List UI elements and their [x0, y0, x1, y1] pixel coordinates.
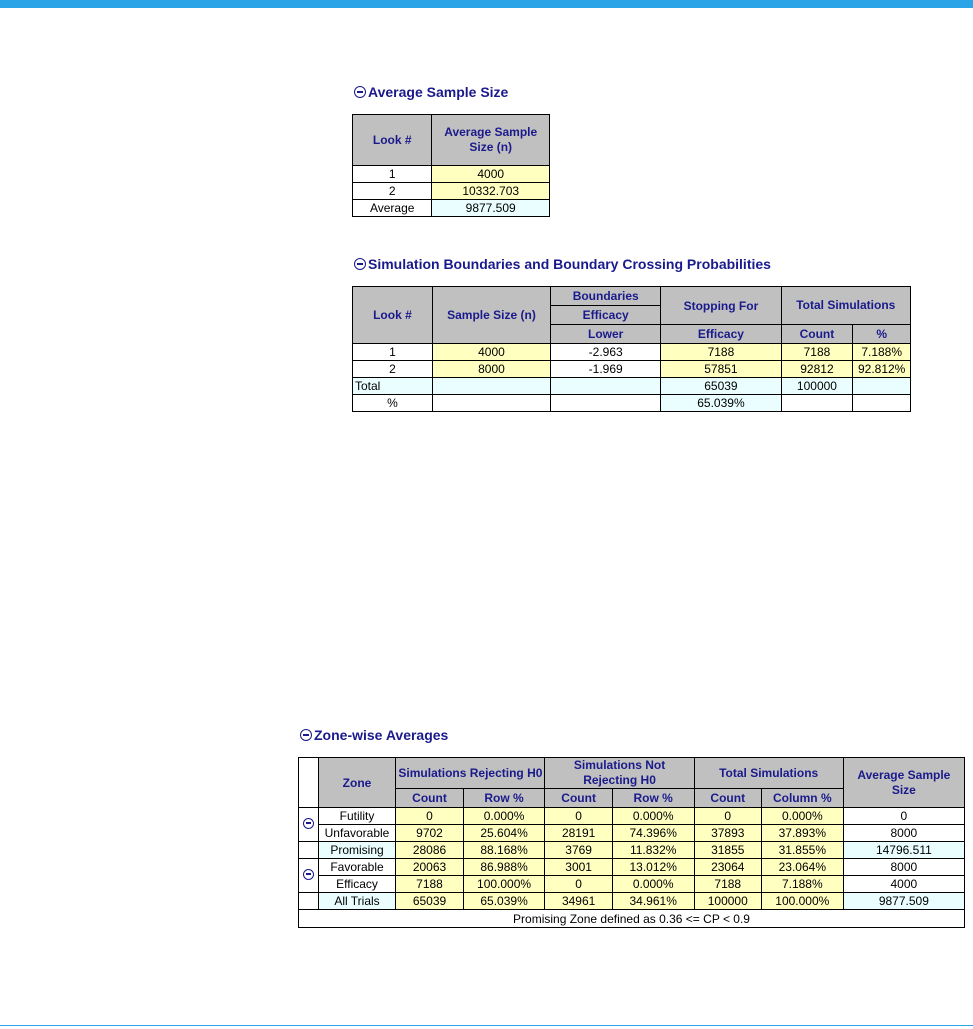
zone-cell: Promising — [318, 842, 396, 859]
count-cell: 9702 — [396, 825, 463, 842]
simulation-boundaries-table — [352, 286, 911, 412]
table-row — [299, 842, 965, 859]
empty-cell — [432, 395, 550, 412]
icon-column-cell — [299, 893, 319, 910]
col-row-pct: Row % — [612, 789, 694, 808]
simulation-boundaries-header[interactable] — [354, 256, 771, 272]
table-row — [353, 200, 550, 217]
count-cell: 0 — [396, 808, 463, 825]
average-label: Average — [353, 200, 432, 217]
col-count: Count — [545, 789, 612, 808]
empty-cell — [551, 395, 661, 412]
zone-cell: All Trials — [318, 893, 396, 910]
table-row — [353, 183, 550, 200]
pct-label: % — [353, 395, 433, 412]
table-row — [299, 876, 965, 893]
table-row — [353, 395, 911, 412]
total-count: 100000 — [781, 378, 853, 395]
collapse-icon[interactable] — [354, 258, 366, 270]
avg-cell: 14796.511 — [843, 842, 964, 859]
col-average-sample-size: Average Sample Size (n) — [432, 115, 550, 166]
pct-cell: 31.855% — [761, 842, 843, 859]
pct-cell: 25.604% — [463, 825, 545, 842]
count-cell: 3769 — [545, 842, 612, 859]
zone-cell: Unfavorable — [318, 825, 396, 842]
table-row — [353, 378, 911, 395]
look-cell: 2 — [353, 183, 432, 200]
lower-cell: -1.969 — [551, 361, 661, 378]
empty-cell — [853, 395, 911, 412]
col-sample-size: Sample Size (n) — [432, 287, 550, 344]
pct-efficacy: 65.039% — [661, 395, 781, 412]
empty-cell — [781, 395, 853, 412]
col-stop-efficacy: Efficacy — [661, 325, 781, 344]
count-cell: 65039 — [396, 893, 463, 910]
col-column-pct: Column % — [761, 789, 843, 808]
zone-cell: Efficacy — [318, 876, 396, 893]
count-cell: 7188 — [781, 344, 853, 361]
avg-cell: 8000 — [843, 859, 964, 876]
col-average-sample-size: Average Sample Size — [843, 758, 964, 808]
section-title: Simulation Boundaries and Boundary Crossing Probabilities — [368, 256, 771, 272]
pct-cell: 88.168% — [463, 842, 545, 859]
col-efficacy: Efficacy — [551, 306, 661, 325]
sample-cell: 8000 — [432, 361, 550, 378]
value-cell: 10332.703 — [432, 183, 550, 200]
empty-cell — [432, 378, 550, 395]
table-row — [299, 825, 965, 842]
table-row — [353, 344, 911, 361]
pct-cell: 100.000% — [463, 876, 545, 893]
count-cell: 23064 — [694, 859, 761, 876]
count-cell: 28086 — [396, 842, 463, 859]
zone-cell: Favorable — [318, 859, 396, 876]
pct-cell: 0.000% — [612, 808, 694, 825]
pct-cell: 7.188% — [761, 876, 843, 893]
table-row — [353, 361, 911, 378]
col-total-simulations: Total Simulations — [781, 287, 910, 325]
count-cell: 31855 — [694, 842, 761, 859]
col-count: Count — [694, 789, 761, 808]
table-row — [299, 893, 965, 910]
top-accent-bar — [0, 0, 973, 8]
pct-cell: 7.188% — [853, 344, 911, 361]
pct-cell: 13.012% — [612, 859, 694, 876]
bottom-accent-line — [0, 1025, 973, 1026]
section-title: Average Sample Size — [368, 84, 509, 100]
empty-cell — [853, 378, 911, 395]
col-lower: Lower — [551, 325, 661, 344]
col-boundaries: Boundaries — [551, 287, 661, 306]
avg-cell: 9877.509 — [843, 893, 964, 910]
pct-cell: 34.961% — [612, 893, 694, 910]
count-cell: 0 — [694, 808, 761, 825]
col-look: Look # — [353, 115, 432, 166]
sample-cell: 4000 — [432, 344, 550, 361]
avg-cell: 4000 — [843, 876, 964, 893]
pct-cell: 100.000% — [761, 893, 843, 910]
count-cell: 92812 — [781, 361, 853, 378]
collapse-icon[interactable] — [354, 86, 366, 98]
count-cell: 7188 — [396, 876, 463, 893]
collapse-icon[interactable] — [300, 729, 312, 741]
efficacy-cell: 57851 — [661, 361, 781, 378]
average-sample-size-header[interactable] — [354, 84, 508, 100]
pct-cell: 0.000% — [612, 876, 694, 893]
pct-cell: 11.832% — [612, 842, 694, 859]
col-zone: Zone — [318, 758, 396, 808]
col-not-rejecting: Simulations Not Rejecting H0 — [545, 758, 694, 789]
look-cell: 2 — [353, 361, 433, 378]
icon-column-cell — [299, 842, 319, 859]
col-pct: % — [853, 325, 911, 344]
table-row — [353, 166, 550, 183]
col-total: Total Simulations — [694, 758, 843, 789]
row-group-toggle[interactable] — [299, 808, 319, 842]
pct-cell: 74.396% — [612, 825, 694, 842]
efficacy-cell: 7188 — [661, 344, 781, 361]
total-label: Total — [353, 378, 433, 395]
average-value: 9877.509 — [432, 200, 550, 217]
look-cell: 1 — [353, 344, 433, 361]
average-sample-size-table — [352, 114, 550, 217]
zone-wise-averages-header[interactable] — [300, 727, 448, 743]
count-cell: 28191 — [545, 825, 612, 842]
pct-cell: 86.988% — [463, 859, 545, 876]
col-look: Look # — [353, 287, 433, 344]
avg-cell: 0 — [843, 808, 964, 825]
total-efficacy: 65039 — [661, 378, 781, 395]
promising-zone-definition: Promising Zone defined as 0.36 <= CP < 0.9 — [299, 910, 965, 928]
col-count: Count — [781, 325, 853, 344]
pct-cell: 0.000% — [463, 808, 545, 825]
count-cell: 0 — [545, 876, 612, 893]
pct-cell: 0.000% — [761, 808, 843, 825]
count-cell: 100000 — [694, 893, 761, 910]
col-row-pct: Row % — [463, 789, 545, 808]
count-cell: 34961 — [545, 893, 612, 910]
count-cell: 7188 — [694, 876, 761, 893]
value-cell: 4000 — [432, 166, 550, 183]
icon-column-cell — [299, 758, 319, 808]
table-footer-row — [299, 910, 965, 928]
col-stopping-for: Stopping For — [661, 287, 781, 325]
zone-cell: Futility — [318, 808, 396, 825]
row-group-toggle[interactable] — [299, 859, 319, 893]
collapse-icon[interactable] — [303, 818, 314, 829]
zone-wise-averages-table — [298, 757, 965, 928]
section-title: Zone-wise Averages — [314, 727, 449, 743]
avg-cell: 8000 — [843, 825, 964, 842]
table-row — [299, 808, 965, 825]
table-row — [299, 859, 965, 876]
pct-cell: 37.893% — [761, 825, 843, 842]
pct-cell: 65.039% — [463, 893, 545, 910]
count-cell: 0 — [545, 808, 612, 825]
col-count: Count — [396, 789, 463, 808]
col-rejecting: Simulations Rejecting H0 — [396, 758, 545, 789]
lower-cell: -2.963 — [551, 344, 661, 361]
pct-cell: 92.812% — [853, 361, 911, 378]
pct-cell: 23.064% — [761, 859, 843, 876]
look-cell: 1 — [353, 166, 432, 183]
count-cell: 20063 — [396, 859, 463, 876]
count-cell: 37893 — [694, 825, 761, 842]
collapse-icon[interactable] — [303, 869, 314, 880]
empty-cell — [551, 378, 661, 395]
count-cell: 3001 — [545, 859, 612, 876]
